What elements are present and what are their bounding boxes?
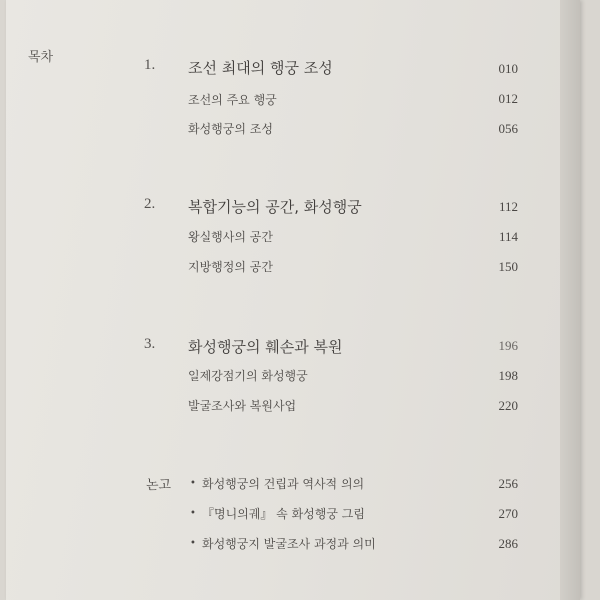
section-1-item-1-title: 조선의 주요 행궁 bbox=[188, 93, 277, 107]
section-3-item-1-page: 198 bbox=[498, 368, 518, 383]
essay-2-page: 270 bbox=[498, 506, 518, 521]
essay-3-page: 286 bbox=[498, 536, 518, 551]
bullet-icon: • bbox=[190, 478, 196, 489]
bullet-icon: • bbox=[190, 538, 196, 549]
book-page bbox=[6, 0, 580, 600]
section-1-number: 1. bbox=[144, 57, 156, 73]
section-3-number: 3. bbox=[144, 336, 156, 352]
section-1-item-2-title: 화성행궁의 조성 bbox=[188, 122, 273, 136]
essay-3-title: 화성행궁지 발굴조사 과정과 의미 bbox=[202, 537, 376, 551]
page-gutter bbox=[560, 0, 580, 600]
section-1-title: 조선 최대의 행궁 조성 bbox=[188, 59, 333, 77]
section-3-page: 196 bbox=[498, 338, 518, 353]
section-1-item-2-page: 056 bbox=[498, 121, 518, 136]
essay-1-page: 256 bbox=[498, 476, 518, 491]
bullet-icon: • bbox=[190, 508, 196, 519]
section-2-item-2-title: 지방행정의 공간 bbox=[188, 260, 273, 274]
section-2-page: 112 bbox=[498, 199, 518, 214]
section-2-item-1-page: 114 bbox=[498, 229, 518, 244]
section-3-item-1-title: 일제강점기의 화성행궁 bbox=[188, 369, 308, 383]
essay-1-title: 화성행궁의 건립과 역사적 의의 bbox=[202, 477, 365, 491]
section-3-item-2-title: 발굴조사와 복원사업 bbox=[188, 399, 297, 413]
section-2-item-1-title: 왕실행사의 공간 bbox=[188, 230, 273, 244]
essays-label: 논고 bbox=[146, 478, 172, 493]
section-2-number: 2. bbox=[144, 196, 156, 212]
essay-2-title: 『명니의궤』 속 화성행궁 그림 bbox=[202, 507, 365, 521]
section-1-page: 010 bbox=[498, 61, 518, 76]
section-3-title: 화성행궁의 훼손과 복원 bbox=[188, 338, 343, 356]
toc-heading: 목차 bbox=[28, 50, 54, 65]
section-2-title: 복합기능의 공간, 화성행궁 bbox=[188, 198, 362, 216]
section-2-item-2-page: 150 bbox=[498, 259, 518, 274]
section-3-item-2-page: 220 bbox=[498, 398, 518, 413]
section-1-item-1-page: 012 bbox=[498, 91, 518, 106]
